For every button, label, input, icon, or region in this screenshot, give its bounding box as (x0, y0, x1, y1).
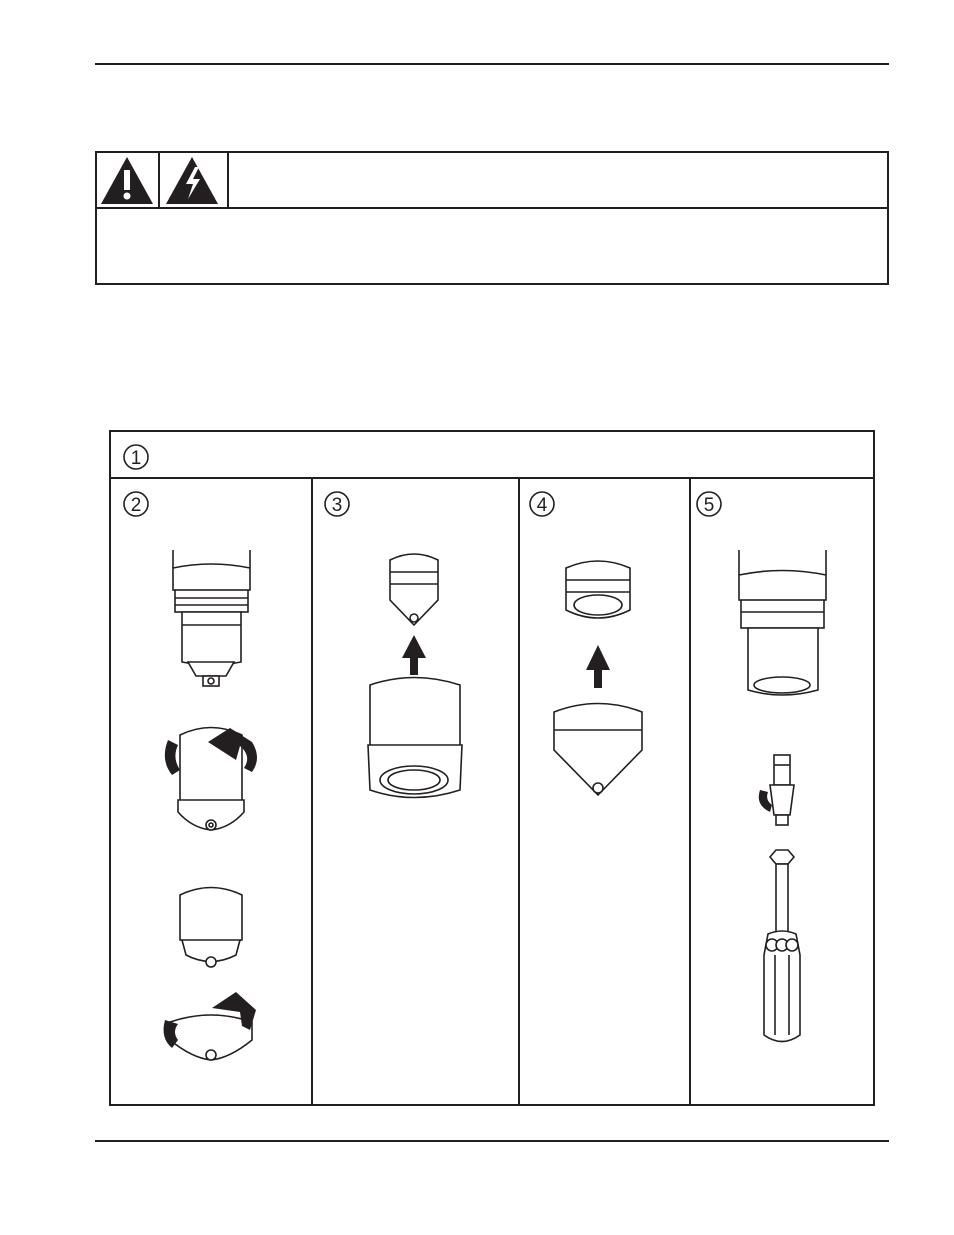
shield-cap-illustration (170, 1015, 252, 1060)
step-2-label: 2 (130, 495, 142, 516)
step-4-label: 4 (536, 495, 548, 516)
up-arrow-icon (586, 645, 610, 688)
footer-rule (95, 1140, 889, 1142)
electrode-illustration (770, 755, 794, 825)
step-5-label: 5 (703, 495, 715, 516)
step-1-label: 1 (130, 448, 142, 469)
step-3-label: 3 (331, 495, 343, 516)
shield-illustration (554, 704, 642, 796)
retaining-cup-illustration (368, 678, 462, 798)
torch-body-illustration (739, 550, 826, 695)
torch-head-illustration (173, 550, 250, 686)
rotation-arrow-icon (759, 790, 772, 812)
rotation-arrow-icon (165, 740, 180, 775)
retaining-cap-illustration (180, 888, 242, 968)
up-arrow-icon (402, 635, 426, 675)
nozzle-illustration (390, 554, 438, 625)
swirl-ring-illustration (566, 561, 630, 618)
removal-tool-illustration (764, 850, 800, 1042)
